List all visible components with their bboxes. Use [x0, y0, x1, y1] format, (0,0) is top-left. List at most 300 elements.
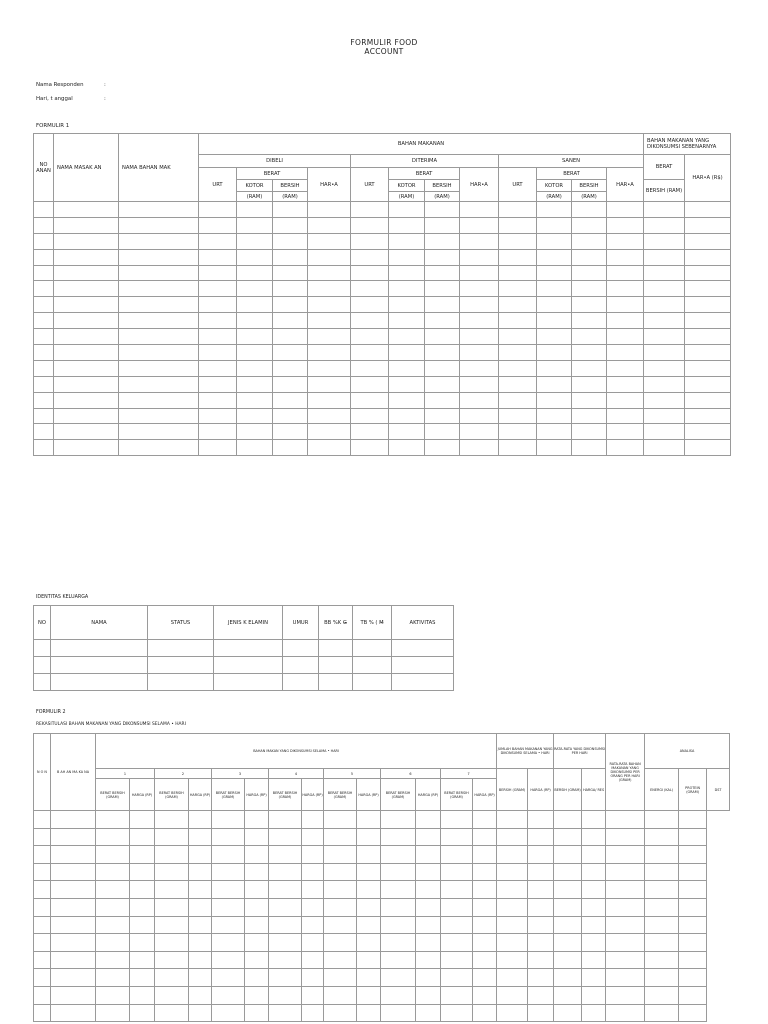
table-cell[interactable] [119, 217, 199, 233]
table-cell[interactable] [199, 345, 237, 361]
table-cell[interactable] [644, 313, 685, 329]
table-cell[interactable] [130, 811, 155, 829]
table-cell[interactable] [473, 986, 497, 1004]
table-cell[interactable] [582, 863, 606, 881]
table-cell[interactable] [357, 1004, 381, 1022]
table-cell[interactable] [302, 846, 324, 864]
table-cell[interactable] [606, 951, 645, 969]
table-cell[interactable] [199, 265, 237, 281]
table-cell[interactable] [54, 345, 119, 361]
table-cell[interactable] [269, 969, 302, 987]
table-cell[interactable] [199, 424, 237, 440]
table-cell[interactable] [283, 657, 319, 674]
table-cell[interactable] [606, 811, 645, 829]
table-cell[interactable] [324, 1004, 357, 1022]
table-cell[interactable] [497, 828, 528, 846]
table-cell[interactable] [308, 440, 351, 456]
table-cell[interactable] [351, 249, 389, 265]
table-cell[interactable] [645, 863, 679, 881]
table-cell[interactable] [645, 986, 679, 1004]
table-cell[interactable] [351, 313, 389, 329]
table-cell[interactable] [441, 828, 473, 846]
table-cell[interactable] [554, 986, 582, 1004]
table-cell[interactable] [679, 916, 707, 934]
table-cell[interactable] [645, 1004, 679, 1022]
table-cell[interactable] [416, 898, 441, 916]
table-cell[interactable] [199, 440, 237, 456]
table-cell[interactable] [473, 951, 497, 969]
table-cell[interactable] [685, 424, 731, 440]
table-cell[interactable] [644, 376, 685, 392]
table-cell[interactable] [685, 360, 731, 376]
table-cell[interactable] [528, 1004, 554, 1022]
table-cell[interactable] [34, 281, 54, 297]
table-cell[interactable] [499, 265, 537, 281]
table-cell[interactable] [528, 916, 554, 934]
table-cell[interactable] [685, 281, 731, 297]
table-cell[interactable] [460, 424, 499, 440]
table-cell[interactable] [51, 674, 148, 691]
table-cell[interactable] [425, 329, 460, 345]
table-cell[interactable] [119, 440, 199, 456]
table-cell[interactable] [537, 202, 572, 218]
table-cell[interactable] [155, 863, 189, 881]
table-cell[interactable] [199, 392, 237, 408]
table-cell[interactable] [308, 202, 351, 218]
table-cell[interactable] [441, 846, 473, 864]
table-cell[interactable] [425, 233, 460, 249]
table-cell[interactable] [644, 202, 685, 218]
table-cell[interactable] [416, 934, 441, 952]
table-cell[interactable] [319, 674, 353, 691]
table-cell[interactable] [212, 916, 245, 934]
table-cell[interactable] [34, 376, 54, 392]
table-cell[interactable] [607, 265, 644, 281]
table-cell[interactable] [353, 657, 392, 674]
table-cell[interactable] [460, 360, 499, 376]
table-cell[interactable] [554, 951, 582, 969]
table-cell[interactable] [351, 408, 389, 424]
table-cell[interactable] [389, 297, 425, 313]
table-cell[interactable] [96, 898, 130, 916]
table-cell[interactable] [189, 986, 212, 1004]
table-cell[interactable] [425, 392, 460, 408]
table-cell[interactable] [96, 951, 130, 969]
table-cell[interactable] [572, 281, 607, 297]
table-cell[interactable] [679, 986, 707, 1004]
table-cell[interactable] [441, 986, 473, 1004]
table-cell[interactable] [34, 881, 51, 899]
table-cell[interactable] [51, 881, 96, 899]
table-cell[interactable] [389, 440, 425, 456]
table-cell[interactable] [308, 408, 351, 424]
table-cell[interactable] [54, 297, 119, 313]
table-cell[interactable] [497, 1004, 528, 1022]
table-cell[interactable] [644, 217, 685, 233]
table-cell[interactable] [34, 846, 51, 864]
table-cell[interactable] [269, 863, 302, 881]
table-cell[interactable] [269, 846, 302, 864]
table-cell[interactable] [425, 281, 460, 297]
table-cell[interactable] [644, 297, 685, 313]
table-cell[interactable] [273, 217, 308, 233]
table-cell[interactable] [473, 969, 497, 987]
table-cell[interactable] [497, 986, 528, 1004]
table-cell[interactable] [537, 249, 572, 265]
table-cell[interactable] [155, 811, 189, 829]
table-cell[interactable] [441, 916, 473, 934]
table-cell[interactable] [389, 217, 425, 233]
table-cell[interactable] [189, 863, 212, 881]
table-cell[interactable] [273, 424, 308, 440]
table-cell[interactable] [685, 329, 731, 345]
table-cell[interactable] [607, 202, 644, 218]
table-cell[interactable] [416, 881, 441, 899]
table-cell[interactable] [212, 1004, 245, 1022]
table-cell[interactable] [685, 217, 731, 233]
table-cell[interactable] [357, 951, 381, 969]
table-cell[interactable] [499, 281, 537, 297]
table-cell[interactable] [679, 828, 707, 846]
table-cell[interactable] [54, 281, 119, 297]
table-cell[interactable] [607, 376, 644, 392]
table-cell[interactable] [473, 811, 497, 829]
table-cell[interactable] [685, 249, 731, 265]
table-cell[interactable] [554, 828, 582, 846]
table-cell[interactable] [460, 249, 499, 265]
table-cell[interactable] [381, 934, 416, 952]
table-cell[interactable] [425, 265, 460, 281]
table-cell[interactable] [273, 281, 308, 297]
table-cell[interactable] [607, 360, 644, 376]
table-cell[interactable] [572, 249, 607, 265]
table-cell[interactable] [54, 233, 119, 249]
table-cell[interactable] [644, 392, 685, 408]
table-cell[interactable] [416, 986, 441, 1004]
table-cell[interactable] [54, 249, 119, 265]
table-cell[interactable] [324, 916, 357, 934]
table-cell[interactable] [460, 233, 499, 249]
table-cell[interactable] [528, 986, 554, 1004]
table-cell[interactable] [51, 1004, 96, 1022]
table-cell[interactable] [606, 863, 645, 881]
table-cell[interactable] [199, 297, 237, 313]
table-cell[interactable] [148, 674, 214, 691]
table-cell[interactable] [245, 951, 269, 969]
table-cell[interactable] [51, 986, 96, 1004]
table-cell[interactable] [212, 934, 245, 952]
table-cell[interactable] [425, 408, 460, 424]
table-cell[interactable] [130, 934, 155, 952]
table-cell[interactable] [269, 811, 302, 829]
table-cell[interactable] [237, 424, 273, 440]
table-cell[interactable] [237, 376, 273, 392]
table-cell[interactable] [537, 345, 572, 361]
table-cell[interactable] [189, 969, 212, 987]
table-cell[interactable] [34, 360, 54, 376]
table-cell[interactable] [351, 440, 389, 456]
table-cell[interactable] [416, 969, 441, 987]
table-cell[interactable] [54, 329, 119, 345]
table-cell[interactable] [351, 297, 389, 313]
table-cell[interactable] [130, 881, 155, 899]
table-cell[interactable] [199, 376, 237, 392]
table-cell[interactable] [34, 345, 54, 361]
table-cell[interactable] [119, 345, 199, 361]
table-cell[interactable] [381, 916, 416, 934]
table-cell[interactable] [148, 640, 214, 657]
table-cell[interactable] [416, 863, 441, 881]
table-cell[interactable] [607, 217, 644, 233]
table-cell[interactable] [685, 376, 731, 392]
table-cell[interactable] [119, 249, 199, 265]
table-cell[interactable] [189, 811, 212, 829]
table-cell[interactable] [685, 392, 731, 408]
table-cell[interactable] [389, 281, 425, 297]
table-cell[interactable] [460, 440, 499, 456]
table-cell[interactable] [460, 313, 499, 329]
table-cell[interactable] [381, 898, 416, 916]
table-cell[interactable] [528, 811, 554, 829]
table-cell[interactable] [499, 217, 537, 233]
table-cell[interactable] [357, 811, 381, 829]
table-cell[interactable] [308, 217, 351, 233]
table-cell[interactable] [460, 297, 499, 313]
table-cell[interactable] [302, 811, 324, 829]
table-cell[interactable] [324, 951, 357, 969]
table-cell[interactable] [381, 863, 416, 881]
table-cell[interactable] [392, 657, 454, 674]
table-cell[interactable] [473, 828, 497, 846]
table-cell[interactable] [537, 233, 572, 249]
table-cell[interactable] [416, 828, 441, 846]
table-cell[interactable] [189, 916, 212, 934]
table-cell[interactable] [582, 934, 606, 952]
table-cell[interactable] [473, 881, 497, 899]
table-cell[interactable] [51, 863, 96, 881]
table-cell[interactable] [245, 898, 269, 916]
table-cell[interactable] [51, 828, 96, 846]
table-cell[interactable] [499, 329, 537, 345]
table-cell[interactable] [499, 440, 537, 456]
table-cell[interactable] [34, 408, 54, 424]
table-cell[interactable] [237, 217, 273, 233]
table-cell[interactable] [96, 846, 130, 864]
table-cell[interactable] [237, 249, 273, 265]
table-cell[interactable] [54, 265, 119, 281]
table-cell[interactable] [155, 986, 189, 1004]
table-cell[interactable] [537, 217, 572, 233]
table-cell[interactable] [269, 898, 302, 916]
table-cell[interactable] [499, 392, 537, 408]
table-cell[interactable] [460, 408, 499, 424]
table-cell[interactable] [324, 986, 357, 1004]
table-cell[interactable] [34, 986, 51, 1004]
table-cell[interactable] [441, 951, 473, 969]
table-cell[interactable] [554, 916, 582, 934]
table-cell[interactable] [212, 951, 245, 969]
table-cell[interactable] [34, 265, 54, 281]
table-cell[interactable] [34, 934, 51, 952]
table-cell[interactable] [582, 951, 606, 969]
table-cell[interactable] [554, 881, 582, 899]
table-cell[interactable] [416, 1004, 441, 1022]
table-cell[interactable] [685, 313, 731, 329]
table-cell[interactable] [245, 986, 269, 1004]
table-cell[interactable] [51, 657, 148, 674]
table-cell[interactable] [199, 217, 237, 233]
table-cell[interactable] [537, 424, 572, 440]
table-cell[interactable] [237, 392, 273, 408]
table-cell[interactable] [189, 934, 212, 952]
table-cell[interactable] [245, 846, 269, 864]
table-cell[interactable] [34, 657, 51, 674]
table-cell[interactable] [497, 863, 528, 881]
table-cell[interactable] [554, 934, 582, 952]
table-cell[interactable] [302, 881, 324, 899]
table-cell[interactable] [679, 951, 707, 969]
table-cell[interactable] [425, 217, 460, 233]
table-cell[interactable] [273, 329, 308, 345]
table-cell[interactable] [497, 916, 528, 934]
table-cell[interactable] [381, 969, 416, 987]
table-cell[interactable] [389, 376, 425, 392]
table-cell[interactable] [357, 881, 381, 899]
table-cell[interactable] [214, 640, 283, 657]
table-cell[interactable] [302, 916, 324, 934]
table-cell[interactable] [607, 392, 644, 408]
table-cell[interactable] [34, 202, 54, 218]
table-cell[interactable] [269, 951, 302, 969]
table-cell[interactable] [189, 828, 212, 846]
table-cell[interactable] [308, 392, 351, 408]
table-cell[interactable] [351, 233, 389, 249]
table-cell[interactable] [528, 898, 554, 916]
table-cell[interactable] [685, 440, 731, 456]
table-cell[interactable] [319, 640, 353, 657]
table-cell[interactable] [460, 392, 499, 408]
table-cell[interactable] [425, 313, 460, 329]
table-cell[interactable] [644, 360, 685, 376]
table-cell[interactable] [308, 249, 351, 265]
table-cell[interactable] [273, 297, 308, 313]
table-cell[interactable] [644, 265, 685, 281]
table-cell[interactable] [324, 811, 357, 829]
table-cell[interactable] [324, 828, 357, 846]
table-cell[interactable] [425, 202, 460, 218]
table-cell[interactable] [96, 916, 130, 934]
table-cell[interactable] [357, 986, 381, 1004]
table-cell[interactable] [606, 969, 645, 987]
table-cell[interactable] [245, 916, 269, 934]
table-cell[interactable] [537, 360, 572, 376]
table-cell[interactable] [441, 811, 473, 829]
table-cell[interactable] [606, 934, 645, 952]
table-cell[interactable] [497, 951, 528, 969]
table-cell[interactable] [389, 329, 425, 345]
table-cell[interactable] [645, 969, 679, 987]
table-cell[interactable] [606, 916, 645, 934]
table-cell[interactable] [155, 934, 189, 952]
table-cell[interactable] [51, 811, 96, 829]
table-cell[interactable] [572, 297, 607, 313]
table-cell[interactable] [537, 376, 572, 392]
table-cell[interactable] [528, 881, 554, 899]
table-cell[interactable] [308, 345, 351, 361]
table-cell[interactable] [302, 898, 324, 916]
table-cell[interactable] [199, 313, 237, 329]
table-cell[interactable] [582, 898, 606, 916]
table-cell[interactable] [606, 881, 645, 899]
table-cell[interactable] [212, 828, 245, 846]
table-cell[interactable] [582, 916, 606, 934]
table-cell[interactable] [199, 281, 237, 297]
table-cell[interactable] [499, 376, 537, 392]
table-cell[interactable] [644, 329, 685, 345]
table-cell[interactable] [155, 951, 189, 969]
table-cell[interactable] [460, 329, 499, 345]
table-cell[interactable] [381, 846, 416, 864]
table-cell[interactable] [130, 986, 155, 1004]
table-cell[interactable] [473, 916, 497, 934]
table-cell[interactable] [273, 392, 308, 408]
table-cell[interactable] [273, 265, 308, 281]
table-cell[interactable] [130, 969, 155, 987]
table-cell[interactable] [607, 345, 644, 361]
table-cell[interactable] [269, 934, 302, 952]
table-cell[interactable] [644, 440, 685, 456]
table-cell[interactable] [54, 392, 119, 408]
table-cell[interactable] [130, 828, 155, 846]
table-cell[interactable] [308, 233, 351, 249]
table-cell[interactable] [497, 898, 528, 916]
table-cell[interactable] [425, 440, 460, 456]
table-cell[interactable] [389, 249, 425, 265]
table-cell[interactable] [54, 440, 119, 456]
table-cell[interactable] [572, 217, 607, 233]
table-cell[interactable] [528, 863, 554, 881]
table-cell[interactable] [269, 1004, 302, 1022]
table-cell[interactable] [189, 881, 212, 899]
table-cell[interactable] [51, 898, 96, 916]
table-cell[interactable] [645, 846, 679, 864]
table-cell[interactable] [537, 297, 572, 313]
table-cell[interactable] [351, 281, 389, 297]
table-cell[interactable] [537, 265, 572, 281]
table-cell[interactable] [572, 392, 607, 408]
table-cell[interactable] [199, 360, 237, 376]
table-cell[interactable] [644, 249, 685, 265]
table-cell[interactable] [645, 934, 679, 952]
table-cell[interactable] [607, 297, 644, 313]
table-cell[interactable] [644, 424, 685, 440]
table-cell[interactable] [34, 640, 51, 657]
table-cell[interactable] [644, 408, 685, 424]
table-cell[interactable] [54, 360, 119, 376]
table-cell[interactable] [54, 217, 119, 233]
table-cell[interactable] [679, 898, 707, 916]
table-cell[interactable] [130, 846, 155, 864]
table-cell[interactable] [416, 811, 441, 829]
table-cell[interactable] [606, 898, 645, 916]
table-cell[interactable] [644, 233, 685, 249]
table-cell[interactable] [389, 313, 425, 329]
table-cell[interactable] [685, 408, 731, 424]
table-cell[interactable] [392, 640, 454, 657]
table-cell[interactable] [582, 1004, 606, 1022]
table-cell[interactable] [351, 424, 389, 440]
table-cell[interactable] [119, 392, 199, 408]
